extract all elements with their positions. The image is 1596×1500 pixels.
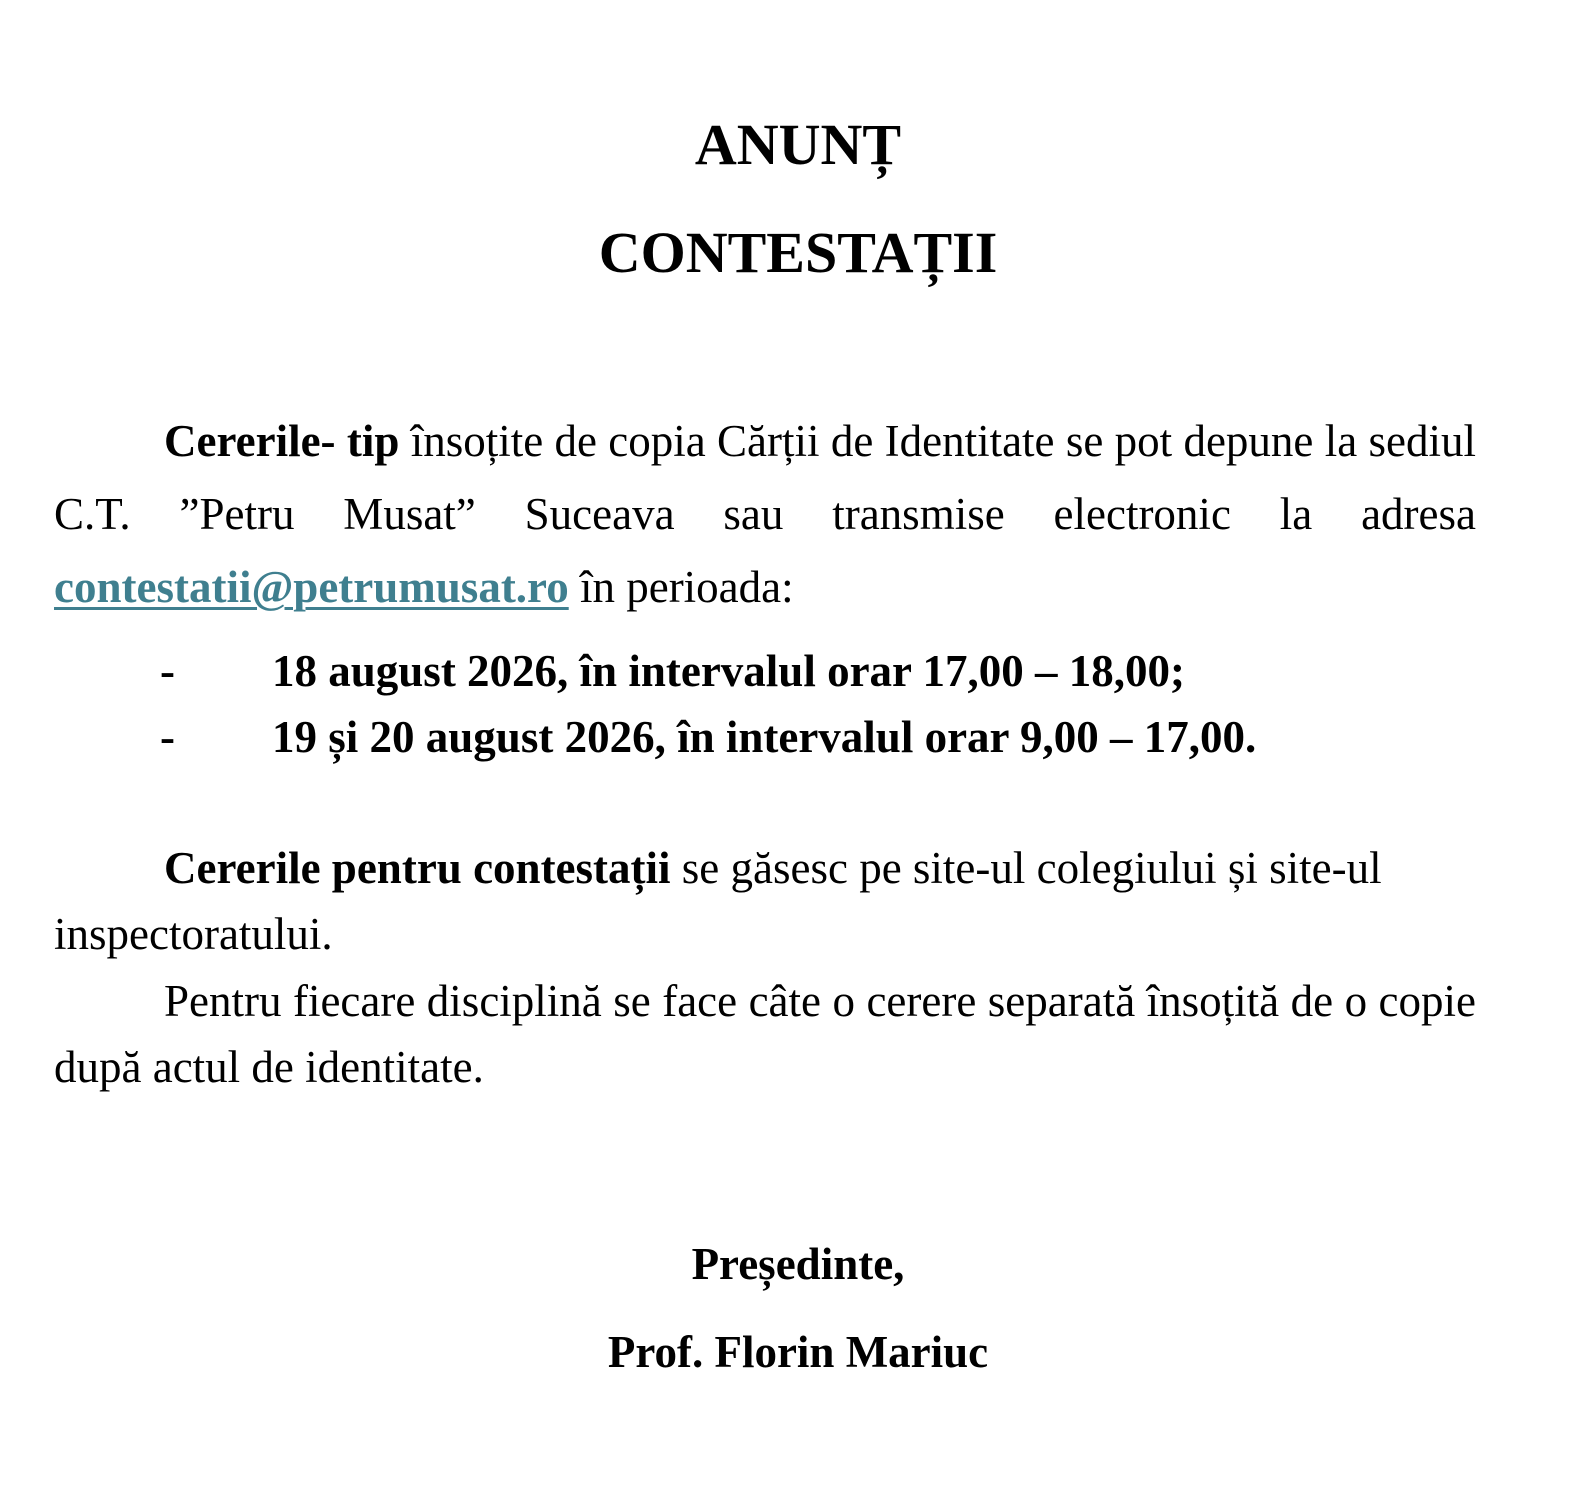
paragraph-text: se găsesc pe site-ul colegiului și site-ul inspectoratului. — [54, 843, 1382, 959]
paragraph-text-before-email: însoțite de copia Cărții de Identitate se pot depune la sediul C.T. ”Petru Musat” Suceava sau transmise electronic la adresa — [54, 416, 1476, 539]
list-dash: - — [160, 712, 175, 762]
paragraph-text-after-email: în perioada: — [568, 562, 794, 612]
list-item — [160, 704, 1256, 770]
paragraph-forms-location — [54, 835, 1476, 967]
email-link[interactable]: contestatii@petrumusat.ro — [54, 562, 569, 612]
signature-name: Prof. Florin Mariuc — [607, 1327, 989, 1377]
heading-announcement: ANUNȚ — [694, 112, 902, 177]
paragraph-bold-lead: Cererile- tip — [164, 416, 400, 466]
list-dash: - — [160, 646, 175, 696]
paragraph-per-discipline: Pentru fiecare disciplină se face câte o cerere separată însoțită de o copie după actul de identitate. — [54, 976, 1476, 1092]
signature-role: Președinte, — [691, 1239, 905, 1289]
heading-contestations: CONTESTAȚII — [598, 220, 998, 285]
paragraph-bold-lead: Cererile pentru contestații — [164, 843, 671, 893]
period-list — [160, 638, 1256, 770]
paragraph-submission-info — [54, 405, 1476, 624]
period-item-text: 19 și 20 august 2026, în intervalul orar 9,00 – 17,00. — [272, 712, 1257, 762]
list-item — [160, 638, 1256, 704]
period-item-text: 18 august 2026, în intervalul orar 17,00 – 18,00; — [272, 646, 1185, 696]
